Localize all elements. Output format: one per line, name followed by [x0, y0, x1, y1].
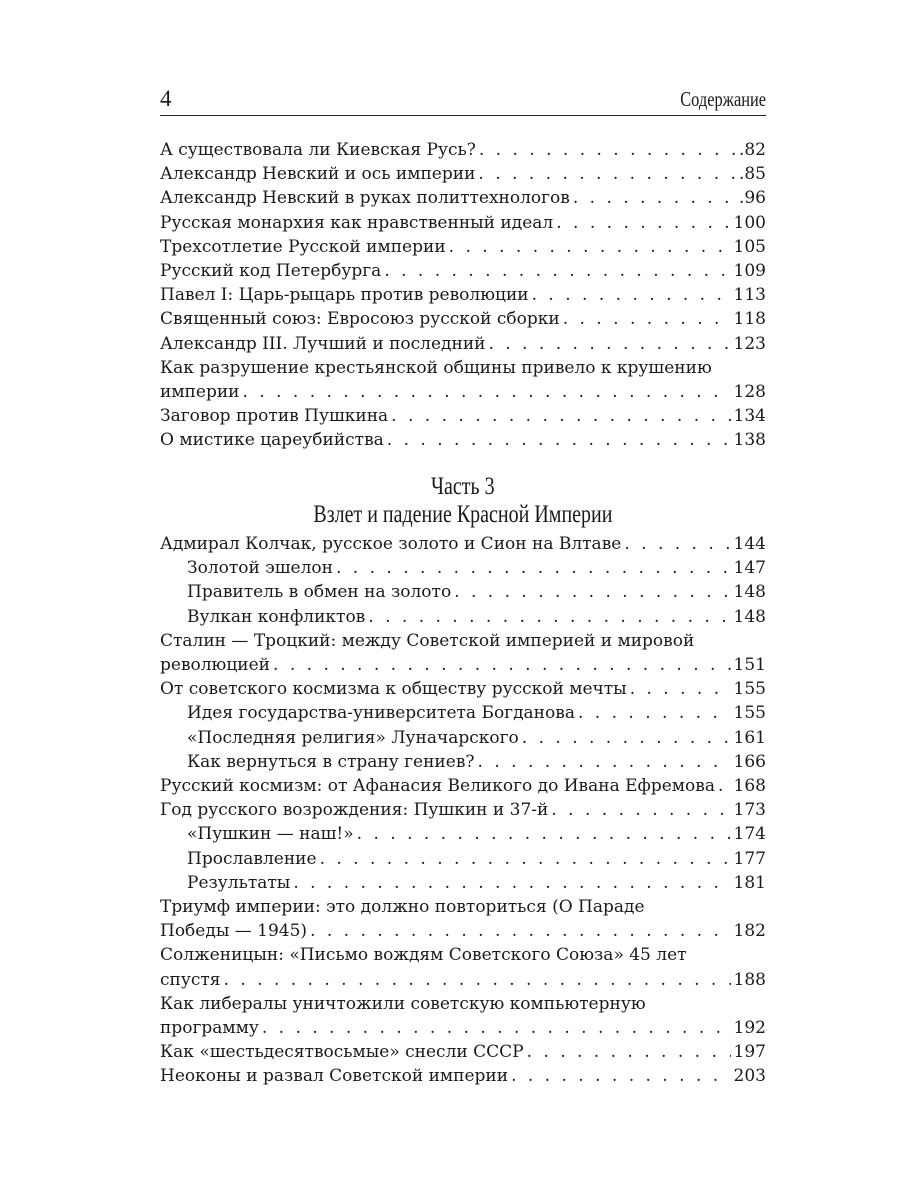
- toc-entry-page: 174: [733, 824, 766, 845]
- toc-entry-title-line1: Солженицын: «Письмо вождям Советского Союза» 45 лет: [160, 945, 687, 966]
- toc-entry-title: Заговор против Пушкина: [160, 406, 389, 427]
- toc-entry-title: Русский космизм: от Афанасия Великого до Ивана Ефремова: [160, 776, 715, 797]
- toc-entry: [160, 428, 766, 452]
- toc-entry-row: [160, 919, 766, 943]
- toc-entry-page: 177: [733, 848, 766, 869]
- dot-leader: [556, 211, 730, 235]
- toc-entry: [160, 605, 766, 629]
- toc-entry-page: 123: [733, 333, 766, 354]
- toc-entry-title: «Пушкин — наш!»: [187, 824, 354, 845]
- dot-leader: [387, 428, 731, 452]
- toc-entry-page: 182: [733, 921, 766, 942]
- toc-entry: [160, 895, 766, 943]
- dot-leader: [563, 307, 731, 331]
- dot-leader: [336, 556, 731, 580]
- toc-entry: [160, 726, 766, 750]
- toc-entry-title: Как «шестьдесятвосьмые» снесли СССР: [160, 1042, 524, 1063]
- toc-entry-row: [160, 968, 766, 992]
- toc-entry-row: [160, 1040, 766, 1064]
- toc-entry-page: 100: [733, 212, 766, 233]
- toc-entry: [160, 798, 766, 822]
- dot-leader: [479, 138, 736, 162]
- toc-entry: [160, 404, 766, 428]
- toc-entry-row: [160, 138, 766, 162]
- toc-entry-page: 147: [733, 558, 766, 579]
- toc-entry-title: Золотой эшелон: [187, 558, 333, 579]
- toc-entry: [160, 307, 766, 331]
- toc-entry-row: [160, 701, 766, 725]
- toc-entry-row: [160, 380, 766, 404]
- toc-entry-page: 151: [733, 655, 766, 676]
- dot-leader: [357, 822, 731, 846]
- toc-entry-row: [160, 332, 766, 356]
- toc-entry: [160, 332, 766, 356]
- toc-entry-row: [160, 307, 766, 331]
- toc-entry: [160, 701, 766, 725]
- dot-leader: [551, 798, 730, 822]
- toc-entry-title: От советского космизма к обществу русской мечты: [160, 679, 627, 700]
- toc-entry-title: Александр Невский в руках политтехнологов: [160, 188, 570, 209]
- toc-entry-title: А существовала ли Киевская Русь?: [160, 140, 476, 160]
- toc-entry-page: 118: [733, 309, 766, 330]
- part-title: Взлет и падение Красной Империи: [313, 501, 613, 528]
- toc-entry-page: 181: [733, 872, 766, 893]
- toc-entry-row: [160, 580, 766, 604]
- toc-entry-title: О мистике цареубийства: [160, 430, 384, 451]
- toc-entry-title: Правитель в обмен на золото: [187, 582, 452, 603]
- toc-entry-title: Русская монархия как нравственный идеал: [160, 212, 554, 233]
- dot-leader: [273, 653, 731, 677]
- dot-leader: [243, 380, 731, 404]
- header-rule: [160, 115, 766, 116]
- dot-leader: [489, 332, 731, 356]
- toc-entry-row: [160, 605, 766, 629]
- toc-entry-row: [160, 1064, 766, 1088]
- toc-entry-title-line1: Как либералы уничтожили советскую компьютерную: [160, 993, 646, 1014]
- toc-entry-row: [160, 186, 766, 210]
- toc-entry: [160, 211, 766, 235]
- dot-leader: [578, 701, 731, 725]
- toc-entry-page: 144: [733, 534, 766, 554]
- toc-entry-row: [160, 556, 766, 580]
- toc-entry: [160, 774, 766, 798]
- toc-entry: [160, 943, 766, 991]
- toc-entry-page: .96: [738, 188, 766, 209]
- toc-entry-title: Павел I: Царь-рыцарь против революции: [160, 285, 529, 306]
- toc-entry-row: [160, 871, 766, 895]
- dot-leader: [630, 677, 731, 701]
- toc-entry-page: 105: [733, 236, 766, 257]
- toc-entry-title: Трехсотлетие Русской империи: [160, 236, 446, 257]
- dot-leader: [532, 283, 731, 307]
- toc-entry-page: .85: [738, 164, 766, 185]
- toc-entry: [160, 532, 766, 556]
- toc-entry-page: 192: [733, 1018, 766, 1039]
- toc-entry-title: Идея государства-университета Богданова: [187, 703, 575, 724]
- toc-entry-title: Александр Невский и ось империи: [160, 164, 476, 185]
- toc-entry-page: 168: [733, 776, 766, 797]
- running-title: Содержание: [680, 87, 766, 111]
- toc-list-top: [160, 138, 766, 453]
- toc-entry-row: [160, 653, 766, 677]
- toc-entry-page: 188: [733, 969, 766, 990]
- toc-entry: [160, 556, 766, 580]
- toc-entry-row: [160, 428, 766, 452]
- dot-leader: [527, 1040, 731, 1064]
- toc-entry: [160, 750, 766, 774]
- toc-entry-page: 155: [733, 679, 766, 700]
- toc-entry-row: [160, 1016, 766, 1040]
- toc-entry-page: 148: [733, 606, 766, 627]
- toc-entry-page: 128: [733, 382, 766, 403]
- dot-leader: [384, 259, 730, 283]
- part-number: Часть 3: [431, 473, 495, 500]
- toc-entry-title: «Последняя религия» Луначарского: [187, 727, 519, 748]
- toc-entry: [160, 259, 766, 283]
- toc-entry: [160, 992, 766, 1040]
- dot-leader: [320, 847, 731, 871]
- toc-entry-row: [160, 822, 766, 846]
- dot-leader: [478, 750, 731, 774]
- page-number: 4: [160, 86, 172, 111]
- dot-leader: [310, 919, 730, 943]
- toc-entry-page: 134: [733, 406, 766, 427]
- toc-entry: [160, 822, 766, 846]
- toc-entry: [160, 283, 766, 307]
- toc-entry: [160, 186, 766, 210]
- dot-leader: [511, 1064, 730, 1088]
- toc-entry-title: Священный союз: Евросоюз русской сборки: [160, 309, 560, 330]
- toc-entry-page: 203: [733, 1066, 766, 1087]
- dot-leader: [718, 774, 731, 798]
- toc-entry-row: [160, 283, 766, 307]
- toc-entry-title: Вулкан конфликтов: [187, 606, 366, 627]
- toc-entry-page: 173: [733, 800, 766, 821]
- toc-entry-title: спустя: [160, 969, 221, 990]
- dot-leader: [522, 726, 731, 750]
- toc-entry-title: Неоконы и развал Советской империи: [160, 1066, 509, 1087]
- toc-entry-title: Год русского возрождения: Пушкин и 37-й: [160, 800, 549, 821]
- toc-entry-title: империи: [160, 382, 240, 403]
- toc-entry-page: 166: [733, 751, 766, 772]
- toc-entry-row: [160, 532, 766, 556]
- toc-entry-page: 148: [733, 582, 766, 603]
- toc-entry-row: [160, 404, 766, 428]
- toc-entry-row: [160, 750, 766, 774]
- toc-entry: [160, 235, 766, 259]
- toc-entry-title: Как вернуться в страну гениев?: [187, 751, 475, 772]
- toc-entry: [160, 871, 766, 895]
- toc-entry-title: революцией: [160, 655, 271, 676]
- toc-entry-title-line1: Триумф империи: это должно повториться (О Параде: [160, 897, 645, 918]
- toc-entry-title: Прославление: [187, 848, 317, 869]
- toc-entry-page: 109: [733, 261, 766, 282]
- toc-entry-row: [160, 211, 766, 235]
- toc-entry-title: Александр III. Лучший и последний: [160, 333, 486, 354]
- toc-entry-title: Русский код Петербурга: [160, 261, 382, 282]
- toc-entry-row: [160, 162, 766, 186]
- toc-entry: [160, 580, 766, 604]
- toc-entry: [160, 138, 766, 162]
- dot-leader: [573, 186, 736, 210]
- toc-entry-page: 113: [733, 285, 766, 306]
- toc-entry-title: Победы — 1945): [160, 921, 308, 942]
- toc-entry-page: 197: [733, 1042, 766, 1063]
- toc-entry-title-line1: Как разрушение крестьянской общины привело к крушению: [160, 357, 712, 378]
- toc-entry: [160, 629, 766, 677]
- toc-entry-page: .82: [738, 140, 766, 160]
- toc-entry-row: [160, 259, 766, 283]
- dot-leader: [449, 235, 731, 259]
- toc-entry: [160, 847, 766, 871]
- dot-leader: [391, 404, 730, 428]
- toc-entry-title-line1: Сталин — Троцкий: между Советской империей и мировой: [160, 630, 695, 651]
- toc-entry-title: программу: [160, 1018, 259, 1039]
- toc-entry-title: Адмирал Колчак, русское золото и Сион на Влтаве: [160, 534, 622, 554]
- toc-entry-row: [160, 235, 766, 259]
- toc-entry-page: 155: [733, 703, 766, 724]
- toc-entry-row: [160, 677, 766, 701]
- toc-entry: [160, 162, 766, 186]
- toc-entry-row: [160, 798, 766, 822]
- toc-entry-row: [160, 847, 766, 871]
- toc-entry-title: Результаты: [187, 872, 291, 893]
- toc-entry: [160, 677, 766, 701]
- dot-leader: [368, 605, 730, 629]
- page-header: [160, 84, 766, 114]
- toc-entry-page: 161: [733, 727, 766, 748]
- toc-entry-row: [160, 726, 766, 750]
- toc-entry: [160, 1064, 766, 1088]
- dot-leader: [224, 968, 731, 992]
- dot-leader: [262, 1016, 731, 1040]
- dot-leader: [478, 162, 736, 186]
- toc-entry: [160, 1040, 766, 1064]
- toc-entry: [160, 356, 766, 404]
- toc-entry-page: 138: [733, 430, 766, 451]
- dot-leader: [454, 580, 730, 604]
- dot-leader: [624, 532, 730, 556]
- dot-leader: [293, 871, 730, 895]
- toc-list-part3: [160, 532, 766, 1089]
- toc-entry-row: [160, 774, 766, 798]
